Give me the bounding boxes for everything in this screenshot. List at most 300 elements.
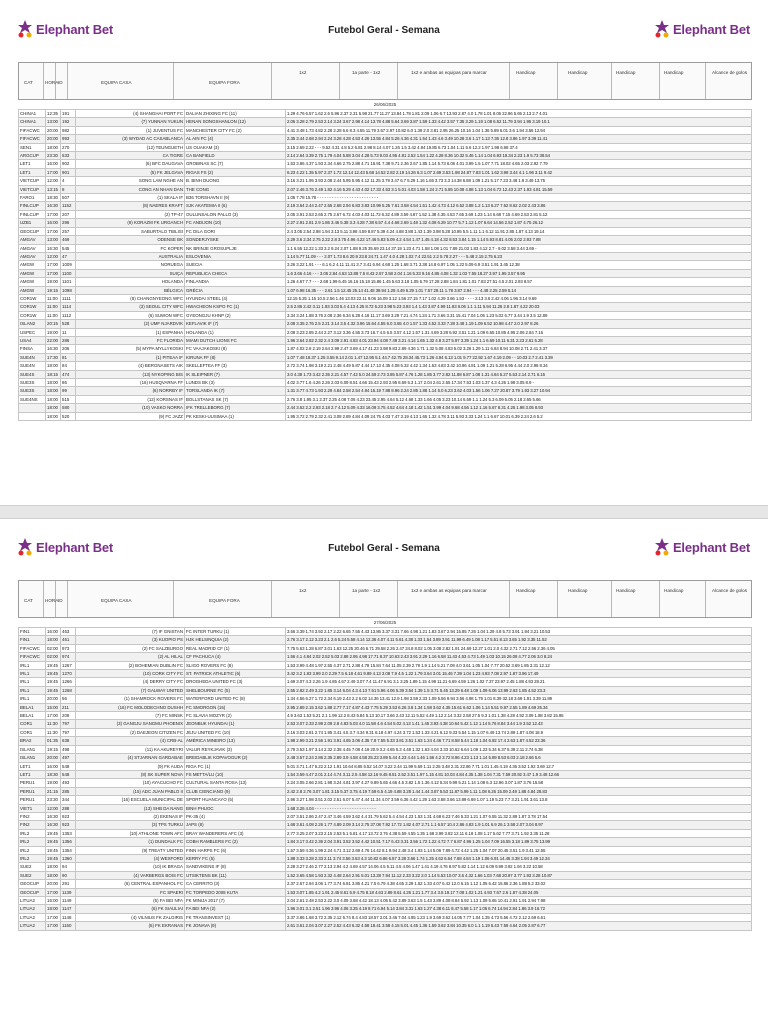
table-row	[19, 880, 752, 888]
header-first-half: 1a parte - 1x2	[352, 588, 381, 593]
match-id: 1149	[61, 897, 76, 905]
league-code: FIN2	[19, 812, 46, 820]
away-team: REAL MADRID CF (1)	[185, 644, 286, 652]
away-team: MANCHESTER CITY FC (2)	[185, 126, 286, 134]
match-id: 1356	[61, 838, 76, 846]
away-team: FC INTER TURKU (1)	[185, 628, 286, 636]
odds-values: 12.15 5.25 1.15 10.5 2.56 1.46 13.03 22.11 9.06 16.09 3.12 1.56 27.15 7.17 1.02 4.29 3.66 1.53 - - - - 2.13 3.6 2.42 4.06 1.96 3.14 9.69	[286, 294, 752, 302]
kickoff-time: 18:00	[46, 863, 61, 871]
header-btts: 1x2 e ambas as equipas para marcar	[411, 70, 487, 75]
match-id: 515	[61, 395, 76, 403]
match-id: 1098	[61, 286, 76, 294]
league-code: FINLCUP	[19, 202, 46, 210]
match-id: 288	[61, 804, 76, 812]
table-row	[19, 779, 752, 787]
header-away: EQUIPA FORA	[209, 80, 240, 85]
table-row	[19, 905, 752, 913]
away-team: GRÉCIA	[185, 286, 286, 294]
league-code: IRL2	[19, 846, 46, 854]
league-code: IRL1	[19, 695, 46, 703]
match-id: 99	[61, 387, 76, 395]
home-team: (6) NORRBY IF	[76, 387, 185, 395]
odds-values: 2.37 2.67 2.94 3.06 1.77 3.74 6.81 3.85 4.21 7.5 6.79 4.38 4.65 3.29 1.52 1.33 4.07 6.42 12.0 6.15 1.12 1.05 6.42 15.86 2.36 1.88 5.2 33.02	[286, 880, 752, 888]
home-team: (5) FK EKRANAS	[76, 922, 185, 930]
odds-values: 2.29 3.6 2.34 2.75 2.22 2.8 3.75 4.96 4.22 17.46 5.83 5.09 4.2 4.54 1.47 1.45 4.18 4.32 8.53 3.84 1.15 1.14 5.93 8.81 4.05 2.02 2.93 7.88	[286, 236, 752, 244]
home-team: (6) SUWON WFC	[76, 311, 185, 319]
table-row	[19, 897, 752, 905]
brand-name: Elephant Bet	[36, 21, 114, 37]
odds-values: 2.48 3.57 2.24 2.86 2.35 2.89 3.9 4.58 4.58 25.23 3.89 5.44 4.23 4.44 1.46 1.56 4.2 3.72 8.96 4.23 1.13 1.14 5.89 8.53 6.03 2.18 2.66 5.6	[286, 754, 752, 762]
match-id: 1267	[61, 661, 76, 669]
match-id: 207	[61, 210, 76, 218]
odds-values: 2.16 3.03 2.81 2.74 1.95 3.41 4.5 3.7 4.34 9.31 6.18 4.97 4.24 3.72 1.53 1.33 4.21 6.12 9.33 5.54 1.15 1.07 6.49 13.74 2.89 1.87 4.08 18.9	[286, 728, 752, 736]
league-code: FINSA	[19, 345, 46, 353]
match-id: 1112	[61, 311, 76, 319]
home-team: SUIÇA	[76, 269, 185, 277]
league-code: CHINA1	[19, 110, 46, 118]
league-code: IRL1	[19, 678, 46, 686]
odds-values: 2.42 2.8 2.76 3.07 1.81 3.15 5.37 3.75 4.19 7.59 6.5 4.19 4.88 3.28 1.44 1.44 3.87 5.53 11.87 5.99 1.11 1.08 6.26 15.09 2.49 1.88 4.84 28.83	[286, 787, 752, 795]
home-team: (2) TP-47	[76, 210, 185, 218]
home-team: (16) HUSQVARNA FF	[76, 379, 185, 387]
table-row	[19, 110, 752, 118]
home-team: (9) FK AUDA	[76, 762, 185, 770]
kickoff-time: 20:00	[46, 754, 61, 762]
kickoff-time: 17:00	[46, 210, 61, 218]
away-team: SHELBOURNE FC (5)	[185, 686, 286, 694]
league-code: SUE2	[19, 871, 46, 879]
league-code: GEOCUP	[19, 880, 46, 888]
match-id: 4	[61, 177, 76, 185]
table-row	[19, 737, 752, 745]
table-row	[19, 838, 752, 846]
league-code: AMGAV	[19, 244, 46, 252]
header-home: EQUIPA CASA	[101, 80, 132, 85]
away-team: BOLLSTANAS SK (7)	[185, 395, 286, 403]
away-team: B. BINH DUONG	[185, 177, 286, 185]
match-id: 56	[61, 695, 76, 703]
away-team: IFK TRELLEBORG (7)	[185, 404, 286, 412]
league-code: FARO1	[19, 194, 46, 202]
away-team: KERRY FC (5)	[185, 854, 286, 862]
league-code: VIETCUP	[19, 185, 46, 193]
kickoff-time: 02:00	[46, 644, 61, 652]
kickoff-time: 12:00	[46, 804, 61, 812]
table-row	[19, 294, 752, 302]
match-id: 286	[61, 336, 76, 344]
table-row	[19, 762, 752, 770]
match-id: 90	[61, 871, 76, 879]
league-code: ISLAN2	[19, 320, 46, 328]
home-team: (10) CORK CITY FC	[76, 670, 185, 678]
table-row	[19, 168, 752, 176]
home-team: (1) DUNDALK FC	[76, 838, 185, 846]
odds-values: 2.27 2.91 2.81 2.9 1.86 3.46 5.38 3.3 4.28 7.38 6.57 4.4 4.68 2.69 1.48 1.32 4.08 6.29 10.77 5.7 1.12 1.07 6.64 14.56 2.52 1.87 4.75 26.12	[286, 219, 752, 227]
home-team: (4) WEXFORD	[76, 854, 185, 862]
table-row	[19, 210, 752, 218]
odds-values: 3.56 3.39 1.74 3.92 2.17 2.22 6.65 7.55 4.43 13.86 3.37 3.31 7.66 4.98 1.21 1.83 3.67 2.94 15.85 7.26 1.04 1.29 4.8 5.73 3.91 1.94 3.21 10.53	[286, 628, 752, 636]
table-row	[19, 854, 752, 862]
table-row	[19, 804, 752, 812]
match-id: 493	[61, 779, 76, 787]
kickoff-time: 18:00	[46, 404, 61, 412]
kickoff-time: 18:15	[46, 370, 61, 378]
match-id: 1152	[61, 202, 76, 210]
kickoff-time: 16:00	[46, 160, 61, 168]
home-team: (10) VASKO NORRA	[76, 404, 185, 412]
odds-values: 1.98 2.99 3.21 2.56 1.91 3.91 4.65 3.06 4.35 7.8 7.55 5.33 3.81 3.51 1.63 1.24 4.46 7.71 8.58 5.44 1.18 1.04 6.92 17.4 2.63 1.87 4.52 23.36	[286, 737, 752, 745]
table-row	[19, 922, 752, 930]
header-1x2: 1x2	[299, 588, 307, 593]
home-team: FC KOPER	[76, 244, 185, 252]
match-id: 296	[61, 219, 76, 227]
odds-values: 1.31 3.77 4.73 1.93 2.29 4.84 2.58 2.54 4.94 15.19 7.88 8.96 2.24 2.85 1.88 1.14 5.0 6.23 3.62 4.03 1.56 1.06 7.27 20.87 3.79 1.93 3.27 10.94	[286, 387, 752, 395]
league-code: VIETCUP	[19, 177, 46, 185]
home-team: (5) FA BEI NFA	[76, 897, 185, 905]
table-row	[19, 286, 752, 294]
home-team: (2) UMF NJARDVIK	[76, 320, 185, 328]
odds-values: 3.42 3.2 1.83 3.99 2.0 2.29 7.5 6.18 4.61 9.89 4.13 3.08 7.9 4.5 1.22 1.79 3.64 3.01 15.46 7.39 1.04 1.23 4.93 7.08 2.97 1.87 3.96 17.49	[286, 670, 752, 678]
home-team: (7) FC MINSK	[76, 712, 185, 720]
kickoff-time: 16:00	[46, 219, 61, 227]
league-code: SUE3S	[19, 379, 46, 387]
away-team: SJK AKATEMIA II (6)	[185, 202, 286, 210]
kickoff-time: 23:30	[46, 796, 61, 804]
odds-values: 1.05 7.78 15.78 - - - - - - - - - - - - - - - - - - - - - - - - -	[286, 194, 752, 202]
away-team: AL AIN FC (4)	[185, 135, 286, 143]
home-team: SABURTALO TBILISI	[76, 227, 185, 235]
league-code: LET1	[19, 762, 46, 770]
home-team: (7) GALWAY UNITED	[76, 686, 185, 694]
table-row	[19, 328, 752, 336]
odds-values: 1.68 3.26 4.04 - - - - - - - - - - - - - - - - - - - - - - - - -	[286, 804, 752, 812]
league-code: VIET1	[19, 804, 46, 812]
table-row	[19, 770, 752, 778]
away-team: SLIGO ROVERS FC (9)	[185, 661, 286, 669]
league-code: IRL2	[19, 829, 46, 837]
home-team: (10) IK BRAGA	[76, 863, 185, 871]
league-code: PERU1	[19, 796, 46, 804]
league-code: SEN1	[19, 143, 46, 151]
home-team: (1) SHAMROCK ROVERS FC	[76, 695, 185, 703]
kickoff-time: 16:30	[46, 202, 61, 210]
match-id: 797	[61, 728, 76, 736]
kickoff-time: 18:00	[46, 905, 61, 913]
table-row	[19, 185, 752, 193]
table-row	[19, 720, 752, 728]
match-id: 1353	[61, 829, 76, 837]
table-row	[19, 303, 752, 311]
match-id: 498	[61, 745, 76, 753]
odds-values: 1.54 3.59 4.47 2.01 2.14 4.74 3.11 2.5 4.58 12.16 9.45 8.51 2.52 3.51 1.97 1.15 4.81 10.03 4.84 4.35 1.38 1.04 7.31 7.59 20.92 3.47 1.9 3.48 12.66	[286, 770, 752, 778]
home-team: (12) KORSNAS IF	[76, 395, 185, 403]
table-row	[19, 227, 752, 235]
header-id: ID	[58, 598, 63, 603]
report-page-2	[0, 519, 768, 1024]
match-id: 545	[61, 244, 76, 252]
odds-values: 3.16 3.21 1.95 3.93 2.08 2.44 5.95 5.95 4.12 11.25 3.79 3.47 6.7 5.29 1.16 1.65 3.73 3.3 14.38 6.88 1.09 1.21 5.17 7.23 3.48 1.9 3.49 13.75	[286, 177, 752, 185]
odds-values: 1.53 3.07 1.85 4.2 1.91 2.45 8.61 5.9 4.75 8.18 4.63 2.89 8.61 4.26 1.21 1.77 3.4 3.5 19.17 7.08 1.02 1.21 4.93 7.67 2.6 1.87 4.38 24.05	[286, 888, 752, 896]
home-team: (3) TPS TURKU	[76, 821, 185, 829]
match-id: 974	[61, 653, 76, 661]
kickoff-time: 11:30	[46, 720, 61, 728]
home-team: BÉLGICA	[76, 286, 185, 294]
odds-values: 2.19 3.64 2.44 2.47 2.55 2.68 2.94 6.83 3.83 10.99 5.25 7.61 3.58 4.54 1.51 1.42 4.73 4.12 6.52 3.88 1.2 1.13 6.27 7.62 8.62 2.02 2.43 3.86	[286, 202, 752, 210]
kickoff-time: 17:00	[46, 269, 61, 277]
kickoff-time: 16:30	[46, 244, 61, 252]
table-row	[19, 888, 752, 896]
league-code: SUE2	[19, 863, 46, 871]
header-handicap-4: Handicap	[664, 588, 684, 593]
home-team: (1) PITEAA IF	[76, 353, 185, 361]
header-handicap-4: Handicap	[664, 70, 684, 75]
match-id: 474	[61, 370, 76, 378]
league-code: LET1	[19, 168, 46, 176]
home-team: (4) VARBERGS BOIS FC	[76, 871, 185, 879]
away-team: ESLOVENIA	[185, 252, 286, 260]
kickoff-time: 12:00	[46, 252, 61, 260]
kickoff-time: 19:45	[46, 838, 61, 846]
kickoff-time: 16:30	[46, 812, 61, 820]
home-team: (16) ESCUELA MUNICIPAL DE	[76, 796, 185, 804]
away-team: FK JONAVA (9)	[185, 922, 286, 930]
match-id: 1111	[61, 294, 76, 302]
away-team: BRAY WANDERERS AFC (3)	[185, 829, 286, 837]
odds-values: 2.76 3.8 1.95 3.1 2.37 2.25 4.08 7.06 4.23 23.45 2.95 4.64 5.12 4.68 1.33 1.66 4.05 3.23 10.14 6.59 1.1 1.24 5.3 6.09 5.05 2.18 2.65 5.66	[286, 395, 752, 403]
home-team: (7) IF GNISTAN	[76, 628, 185, 636]
table-row	[19, 754, 752, 762]
league-code: AMGAV	[19, 236, 46, 244]
away-team: JEONBUK HYUNDAI (1)	[185, 720, 286, 728]
away-team: VALUR REYKJAVIK (3)	[185, 745, 286, 753]
kickoff-time: 18:00	[46, 379, 61, 387]
odds-values: 1.96 3.64 2.82 2.32 2.4 3.09 2.91 4.83 4.01 23.94 4.08 7.49 3.21 4.14 1.65 1.32 4.8 3.27 5.97 3.39 1.24 1.1 6.69 10.11 6.31 2.23 2.61 5.28	[286, 336, 752, 344]
table-row	[19, 728, 752, 736]
odds-values: 2.08 3.35 2.76 2.5 2.21 3.14 3.5 4.32 3.96 15.64 4.55 6.0 3.65 4.0 1.57 1.33 4.52 3.33 7.28 3.48 1.19 1.09 6.52 10.98 4.47 2.0 2.97 8.26	[286, 320, 752, 328]
header-handicap-2: Handicap	[568, 588, 588, 593]
table-row	[19, 244, 752, 252]
home-team: (2) AL HILAL	[76, 653, 185, 661]
league-code: COR1W	[19, 303, 46, 311]
kickoff-time: 19:45	[46, 829, 61, 837]
kickoff-time: 20:00	[46, 880, 61, 888]
home-team: (9) TREATY UNITED	[76, 846, 185, 854]
match-id: 923	[61, 812, 76, 820]
match-id: 191	[61, 110, 76, 118]
away-team: KIRUNA FF (8)	[185, 353, 286, 361]
kickoff-time: 13:00	[46, 118, 61, 126]
away-team: OULUNSALON PALLO (3)	[185, 210, 286, 218]
match-id: 1354	[61, 846, 76, 854]
league-code: COR1W	[19, 294, 46, 302]
match-id: 901	[61, 168, 76, 176]
kickoff-time: 17:00	[46, 261, 61, 269]
table-row	[19, 118, 752, 126]
odds-values: 2.05 3.91 2.53 2.65 2.75 2.67 6.72 4.03 4.03 11.72 6.32 4.89 3.59 4.87 1.52 1.38 4.35 4.53 7.65 3.69 1.23 1.14 6.68 7.15 4.69 2.53 2.81 5.12	[286, 210, 752, 218]
kickoff-time: 23:30	[46, 152, 61, 160]
league-code: GEOCUP	[19, 227, 46, 235]
away-team: HYUNDAI STEEL (4)	[185, 294, 286, 302]
table-row	[19, 278, 752, 286]
table-row	[19, 269, 752, 277]
league-code: LITUA2	[19, 922, 46, 930]
kickoff-time: 11:00	[46, 303, 61, 311]
league-code: ISLAN1	[19, 745, 46, 753]
table-row	[19, 695, 752, 703]
league-code: LET1	[19, 770, 46, 778]
league-code: PERU1	[19, 779, 46, 787]
kickoff-time: 12:00	[46, 177, 61, 185]
league-code: BELA1	[19, 712, 46, 720]
kickoff-time: 17:00	[46, 913, 61, 921]
home-team: (3) SEOUL CITY WFC	[76, 303, 185, 311]
odds-values: 1.68 3.61 4.08 2.26 1.77 4.89 2.09 3.14 2.75 37.08 7.92 17.72 1.82 4.07 2.71 1.1 6.57 10.4 2.86 4.83 1.9 1.01 6.9 26.1 3.58 2.07 3.04 8.97	[286, 821, 752, 829]
table-row	[19, 236, 752, 244]
table-row	[19, 160, 752, 168]
odds-values: 7.75 5.63 1.28 6.87 3.01 1.63 12.25 20.46 6.71 29.58 2.26 2.47 24.8 8.02 1.05 3.08 2.82 1.91 24.69 12.27 1.01 2.0 4.32 2.71 7.12 2.56 2.36 4.05	[286, 644, 752, 652]
odds-values: 3.26 3.22 1.91 - - - 6.1 6.2 4.11 11.41 3.7 3.41 6.94 4.68 1.25 1.68 3.71 3.38 14.8 6.97 1.05 1.22 5.09 6.9 3.51 1.91 3.45 12.38	[286, 261, 752, 269]
home-team: (4) STJARNAN GARDABAE	[76, 754, 185, 762]
odds-values: 1.88 3.33 3.28 2.33 2.11 3.74 3.56 3.53 4.3 10.82 6.86 6.57 3.28 3.66 1.74 1.25 4.62 6.64 7.68 4.84 1.19 1.06 6.91 14.46 3.38 1.94 3.49 12.34	[286, 854, 752, 862]
home-team: (16) FC MOLODECHNO DUSHH	[76, 703, 185, 711]
table-row	[19, 712, 752, 720]
home-team: (1) SKALA IF	[76, 194, 185, 202]
odds-values: 2.06 3.28 2.79 2.53 2.14 3.24 3.67 2.98 4.14 13.78 4.88 5.64 3.69 3.87 1.59 1.33 4.42 3.57 7.35 3.29 1.19 1.08 6.52 11.79 3.94 1.95 3.19 10.1	[286, 118, 752, 126]
kickoff-time: 19:15	[46, 745, 61, 753]
table-row	[19, 252, 752, 260]
away-team: NK BRINJE GROSUPLJE	[185, 244, 286, 252]
away-team: HOLANDA (1)	[185, 328, 286, 336]
home-team: (15) ADC JUAN PABLO II	[76, 787, 185, 795]
header-handicap-3: Handicap	[616, 70, 636, 75]
table-row	[19, 320, 752, 328]
date-heading: 26/06/2025	[373, 102, 397, 107]
kickoff-time: 16:30	[46, 821, 61, 829]
match-id: 1268	[61, 686, 76, 694]
table-row	[19, 787, 752, 795]
home-team: AUSTRALIA	[76, 252, 185, 260]
home-team: (1) JUVENTUS FC	[76, 126, 185, 134]
kickoff-time: 20:15	[46, 320, 61, 328]
kickoff-time: 02:00	[46, 653, 61, 661]
kickoff-time: 21:15	[46, 787, 61, 795]
odds-values: 1.07 7.48 18.37 1.25 3.55 9.14 2.01 1.47 12.95 5.1 44.7 42.75 28.34 45.73 1.26 4.94 6.13 1.01 9.77 22.92 1.67 4.19 2.09 - - 10.03 2.7 2.41 3.39	[286, 353, 752, 361]
league-code: IRL1	[19, 661, 46, 669]
odds-values: 2.53 3.07 2.33 2.99 2.09 2.8 4.83 5.03 4.0 11.58 4.6 4.54 5.02 4.13 1.41 1.45 3.93 4.38 10.64 5.42 1.12 1.14 5.76 8.84 3.44 1.9 3.52 12.43	[286, 720, 752, 728]
league-code: BELA1	[19, 703, 46, 711]
away-team: SUECIA	[185, 261, 286, 269]
brand-logo-right	[654, 19, 750, 39]
header-away: EQUIPA FORA	[209, 598, 240, 603]
odds-values: 3.0 4.38 1.73 3.42 2.35 2.21 4.57 7.42 5.0 24.59 2.73 3.85 5.87 4.76 1.28 1.85 3.77 2.82 11.88 6.87 1.08 1.31 4.84 5.27 5.53 2.14 2.71 6.15	[286, 370, 752, 378]
league-code: USPEC	[19, 328, 46, 336]
kickoff-time: 20:00	[46, 135, 61, 143]
kickoff-time: 19:45	[46, 686, 61, 694]
kickoff-time: 19:45	[46, 661, 61, 669]
odds-values: 2.61 3.61 2.04 3.07 2.27 2.52 4.43 6.32 4.58 18.41 3.58 4.15 5.01 4.45 1.36 1.59 3.62 3.84 10.35 6.0 1.1 1.19 5.43 7.59 4.64 2.05 2.87 6.77	[286, 922, 752, 930]
brand-logo-right	[654, 537, 750, 557]
odds-values: 1.26 4.67 7.7 - - - 2.68 1.99 6.45 16.16 15.18 15.86 1.45 5.63 3.18 1.05 6.79 17.28 2.88 1.84 1.81 1.01 7.83 27.51 4.5 2.01 2.93 8.57	[286, 278, 752, 286]
odds-values: 1.1 6.55 12.22 1.33 3.2 9.24 2.07 1.88 9.25 35.69 23.14 37.19 1.23 4.71 1.58 1.08 1.01 7.89 21.03 1.83 4.12 2.7 - 9.02 3.58 3.44 3.69 -	[286, 244, 752, 252]
fixtures-table	[18, 109, 752, 421]
odds-values: 1.87 4.02 2.8 2.19 2.64 2.99 2.47 3.69 4.17 41.23 3.98 9.83 2.89 4.36 1.71 1.32 5.08 4.83 5.02 3.26 1.29 1.11 6.84 8.94 10.08 2.71 2.41 3.37	[286, 345, 752, 353]
kickoff-time: 19:45	[46, 678, 61, 686]
header-cat: CAT	[24, 598, 33, 603]
away-team: SPORT HUANCAYO (5)	[185, 796, 286, 804]
header-handicap-2: Handicap	[568, 70, 588, 75]
odds-values: 4.41 3.48 1.73 4.82 2.28 2.28 6.6 8.3 4.55 11.79 3.57 2.97 10.82 6.0 1.39 2.0 3.81 2.95 26.25 10.16 1.04 1.36 5.89 6.01 3.6 1.94 3.56 12.94	[286, 126, 752, 134]
away-team: FK MINIJA 2017 (7)	[185, 897, 286, 905]
kickoff-time: 20:00	[46, 695, 61, 703]
odds-values: 2.95 2.89 2.15 3.62 1.88 2.77 7.17 4.87 4.43 7.75 5.29 3.53 6.26 3.8 1.34 1.58 3.62 4.35 15.61 6.62 1.06 1.14 5.51 9.87 2.55 1.89 4.69 25.34	[286, 703, 752, 711]
odds-values: 4.02 3.77 1.6 4.26 2.26 2.03 6.09 8.51 4.66 15.43 2.93 2.95 8.69 5.3 1.17 2.04 2.61 2.55 17.34 7.53 1.03 1.37 4.3 4.26 1.98 3.05 8.9 -	[286, 379, 752, 387]
kickoff-time: 01:35	[46, 737, 61, 745]
header-goal-range: Alcance de golos	[712, 588, 747, 593]
match-id: 1100	[61, 269, 76, 277]
away-team: BREIDABLIK KOPAVOGUR (2)	[185, 754, 286, 762]
league-code: CHINA1	[19, 118, 46, 126]
odds-values: 6.23 4.22 1.35 5.97 2.37 1.72 12.14 12.43 5.68 14.52 2.82 2.19 14.26 6.3 1.07 2.69 3.53 1.98 24.87 7.83 1.01 1.62 3.98 3.44 4.1 1.96 3.11 9.42	[286, 168, 752, 176]
match-id: 84	[61, 362, 76, 370]
odds-values: 4.9 3.63 1.53 5.21 2.1 1.99 12.2 8.43 5.84 5.13 10.17 3.66 2.43 12.11 5.52 4.49 1.12 2.14 3.32 2.58 27.5 9.3 1.01 1.38 4.28 4.92 3.09 1.88 3.82 15.95	[286, 712, 752, 720]
match-id: 923	[61, 821, 76, 829]
match-id: 993	[61, 135, 76, 143]
home-team: (2) BOHEMIAN DUBLIN FC	[76, 661, 185, 669]
match-id: 257	[61, 227, 76, 235]
table-row	[19, 821, 752, 829]
kickoff-time: 17:00	[46, 227, 61, 235]
odds-values: 2.72 3.74 1.98 3.19 2.21 2.48 4.49 5.87 4.44 17.13 4.35 4.08 5.32 4.42 1.34 1.63 4.83 3.42 10.96 4.81 1.09 1.21 5.28 6.95 4.44 2.0 2.98 8.34	[286, 362, 752, 370]
home-team: SONG LAM NGHE AN	[76, 177, 185, 185]
home-team: (2) DAEJEON CITIZEN FC	[76, 728, 185, 736]
date-heading: 27/06/2025	[373, 620, 397, 625]
away-team: SANDVIKENS IF (8)	[185, 863, 286, 871]
page-separator	[0, 505, 768, 519]
match-id: 1009	[61, 261, 76, 269]
match-id: 94	[61, 863, 76, 871]
header-cat: CAT	[24, 80, 33, 85]
report-page-1	[0, 0, 768, 505]
away-team: PK-35 (4)	[185, 812, 286, 820]
odds-values: 1.6 3.66 4.16 - - - 3.05 2.84 4.63 13.88 7.5 8.43 2.57 3.58 2.04 1.16 5.33 9.16 4.85 4.08 1.32 1.03 7.55 18.27 3.97 1.95 3.57 9.95	[286, 269, 752, 277]
match-id: 1150	[61, 922, 76, 930]
league-code: COR1	[19, 728, 46, 736]
odds-values: 1.56 4.1 4.84 2.02 2.52 5.03 2.88 2.95 4.98 17.71 8.37 10.63 2.43 3.91 2.29 1.16 6.58 11.43 4.53 4.73 1.49 1.03 10.15 26.08 4.77 2.06 3.0 8.24	[286, 653, 752, 661]
league-code: AMGAV	[19, 252, 46, 260]
table-row	[19, 379, 752, 387]
header-btts: 1x2 e ambas as equipas para marcar	[411, 588, 487, 593]
away-team: BINH PHUOC	[185, 804, 286, 812]
away-team: HJK HELSINQUIA (2)	[185, 636, 286, 644]
away-team: FC VAAJAKOSKI (8)	[185, 345, 286, 353]
table-row	[19, 395, 752, 403]
home-team: NORUEGA	[76, 261, 185, 269]
home-team: (4) DERRY CITY FC	[76, 678, 185, 686]
match-id: 497	[61, 754, 76, 762]
kickoff-time: 11:00	[46, 294, 61, 302]
match-id: 1139	[61, 888, 76, 896]
match-id: 1101	[61, 278, 76, 286]
home-team: (8) SK SUPER NOVA	[76, 770, 185, 778]
table-row	[19, 387, 752, 395]
odds-values: 3.15 2.69 2.22 - - - 9.52 4.31 4.8 5.2 6.81 2.98 8.14 4.07 1.26 1.5 3.42 4.94 19.85 6.73 1.04 1.11 5.6 12.2 1.97 1.98 6.98 37.4	[286, 143, 752, 151]
match-id: 1266	[61, 678, 76, 686]
odds-values: 5.01 3.71 1.47 5.22 2.12 1.91 10.64 8.85 5.52 14.07 3.22 2.44 11.99 5.69 1.11 2.25 3.48 2.31 22.86 7.71 1.01 1.45 4.19 4.36 3.52 1.92 3.69 12.7	[286, 762, 752, 770]
odds-values: 2.55 2.82 2.49 3.22 1.85 3.14 6.04 4.3 4.13 7.51 5.96 4.06 5.39 3.54 1.39 1.5 3.71 5.45 13.29 6.48 1.09 1.09 6.06 13.99 2.63 1.85 4.52 23.3	[286, 686, 752, 694]
league-code: SUE4NS	[19, 395, 46, 403]
away-team: UTSIKTENS BK (11)	[185, 871, 286, 879]
kickoff-time: 13:15	[46, 185, 61, 193]
